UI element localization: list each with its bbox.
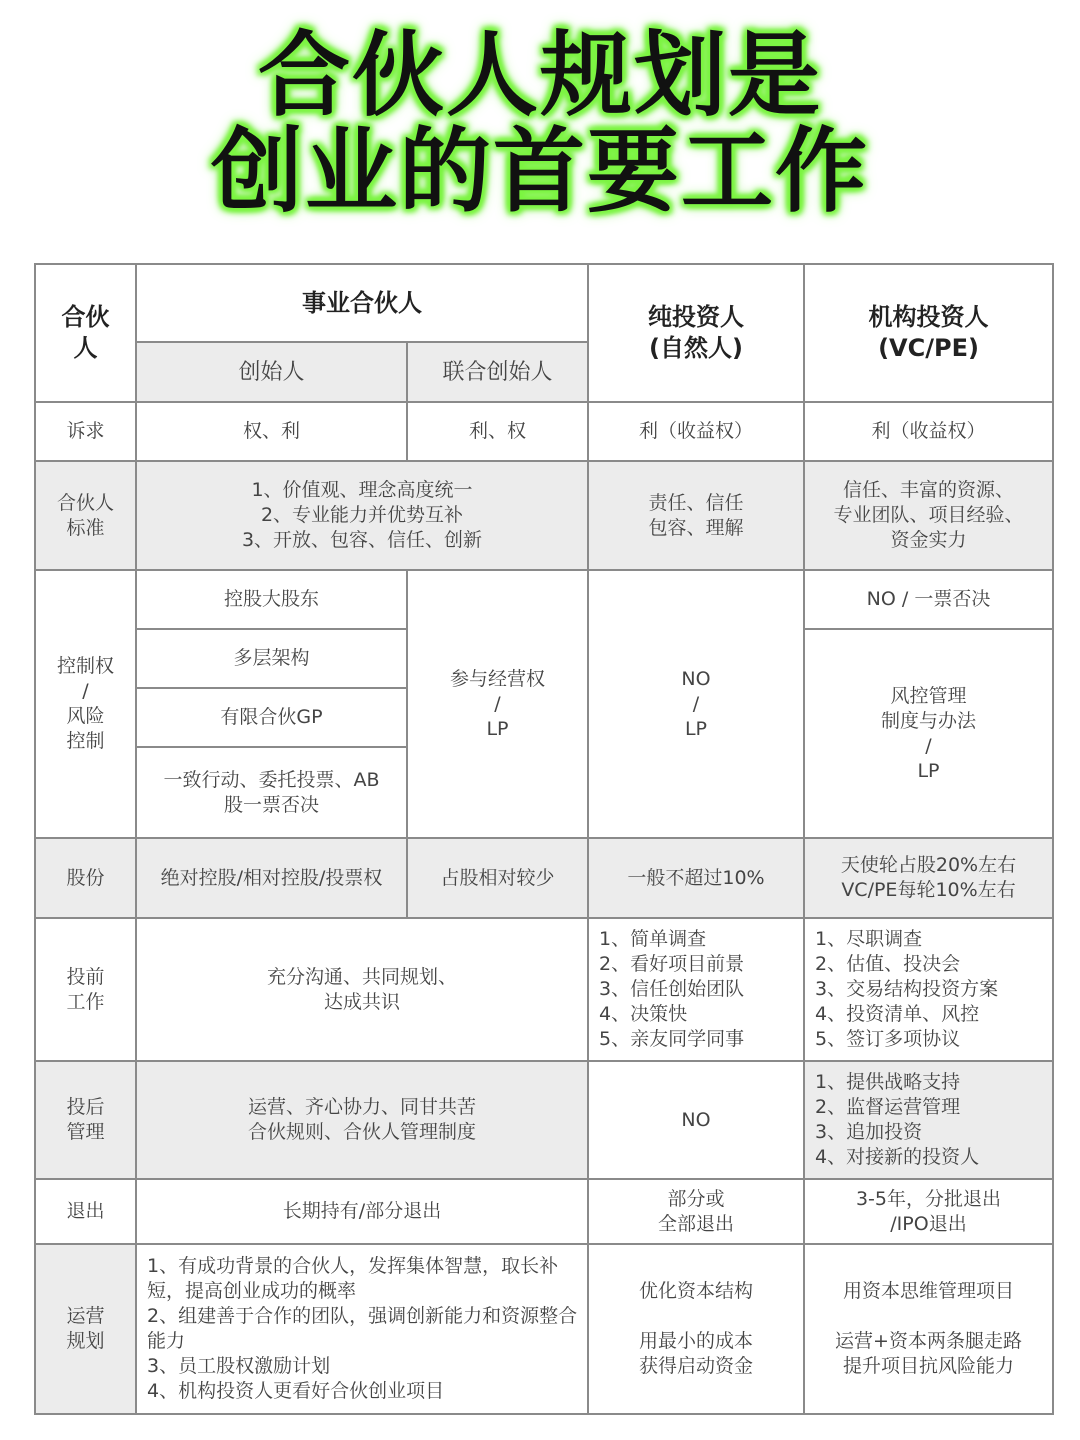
header-co-founder: 联合创始人 (407, 342, 588, 402)
shares-institutional-investor: 天使轮占股20%左右 VC/PE每轮10%左右 (804, 838, 1053, 918)
row-label-control: 控制权 / 风险 控制 (35, 570, 136, 838)
comparison-table (34, 263, 1052, 1413)
control-founder-4: 一致行动、委托投票、AB 股一票否决 (136, 747, 407, 838)
control-pure-investor: NO / LP (588, 570, 804, 838)
standard-business-partner: 1、价值观、理念高度统一 2、专业能力并优势互补 3、开放、包容、信任、创新 (136, 461, 588, 570)
exit-institutional-investor: 3-5年，分批退出 /IPO退出 (804, 1179, 1053, 1244)
row-label-exit: 退出 (35, 1179, 136, 1244)
row-label-appeal: 诉求 (35, 402, 136, 461)
row-label-operation: 运营 规划 (35, 1244, 136, 1414)
header-business-partner: 事业合伙人 (136, 264, 588, 342)
control-institutional-1: NO / 一票否决 (804, 570, 1053, 629)
exit-pure-investor: 部分或 全部退出 (588, 1179, 804, 1244)
page-title (0, 22, 1080, 225)
title-line-1: 合伙人规划是 (257, 22, 822, 129)
pre-invest-business-partner: 充分沟通、共同规划、 达成共识 (136, 918, 588, 1061)
operation-institutional-investor: 用资本思维管理项目 运营+资本两条腿走路 提升项目抗风险能力 (804, 1244, 1053, 1414)
control-founder-2: 多层架构 (136, 629, 407, 688)
operation-business-partner: 1、有成功背景的合伙人，发挥集体智慧，取长补短，提高创业成功的概率 2、组建善于合作的团队，强调创新能力和资源整合能力 3、员工股权激励计划 4、机构投资人更看好合伙创业项目 (136, 1244, 588, 1414)
row-label-post-invest: 投后 管理 (35, 1061, 136, 1179)
operation-pure-investor: 优化资本结构 用最小的成本 获得启动资金 (588, 1244, 804, 1414)
header-pure-investor: 纯投资人 (自然人) (588, 264, 804, 402)
pre-invest-institutional-investor: 1、尽职调查 2、估值、投决会 3、交易结构投资方案 4、投资清单、风控 5、签订多项协议 (804, 918, 1053, 1061)
row-label-shares: 股份 (35, 838, 136, 918)
shares-co-founder: 占股相对较少 (407, 838, 588, 918)
appeal-pure-investor: 利（收益权） (588, 402, 804, 461)
control-institutional-2: 风控管理 制度与办法 / LP (804, 629, 1053, 838)
standard-institutional-investor: 信任、丰富的资源、 专业团队、项目经验、 资金实力 (804, 461, 1053, 570)
standard-pure-investor: 责任、信任 包容、理解 (588, 461, 804, 570)
appeal-co-founder: 利、权 (407, 402, 588, 461)
post-invest-pure-investor: NO (588, 1061, 804, 1179)
control-co-founder: 参与经营权 / LP (407, 570, 588, 838)
row-label-standard: 合伙人 标准 (35, 461, 136, 570)
control-founder-1: 控股大股东 (136, 570, 407, 629)
header-institutional-investor: 机构投资人 (VC/PE) (804, 264, 1053, 402)
post-invest-institutional-investor: 1、提供战略支持 2、监督运营管理 3、追加投资 4、对接新的投资人 (804, 1061, 1053, 1179)
shares-pure-investor: 一般不超过10% (588, 838, 804, 918)
pre-invest-pure-investor: 1、简单调查 2、看好项目前景 3、信任创始团队 4、决策快 5、亲友同学同事 (588, 918, 804, 1061)
row-label-pre-invest: 投前 工作 (35, 918, 136, 1061)
control-founder-3: 有限合伙GP (136, 688, 407, 747)
post-invest-business-partner: 运营、齐心协力、同甘共苦 合伙规则、合伙人管理制度 (136, 1061, 588, 1179)
header-founder: 创始人 (136, 342, 407, 402)
appeal-institutional-investor: 利（收益权） (804, 402, 1053, 461)
appeal-founder: 权、利 (136, 402, 407, 461)
shares-founder: 绝对控股/相对控股/投票权 (136, 838, 407, 918)
header-corner: 合伙 人 (35, 264, 136, 402)
exit-business-partner: 长期持有/部分退出 (136, 1179, 588, 1244)
title-line-2: 创业的首要工作 (210, 118, 869, 225)
